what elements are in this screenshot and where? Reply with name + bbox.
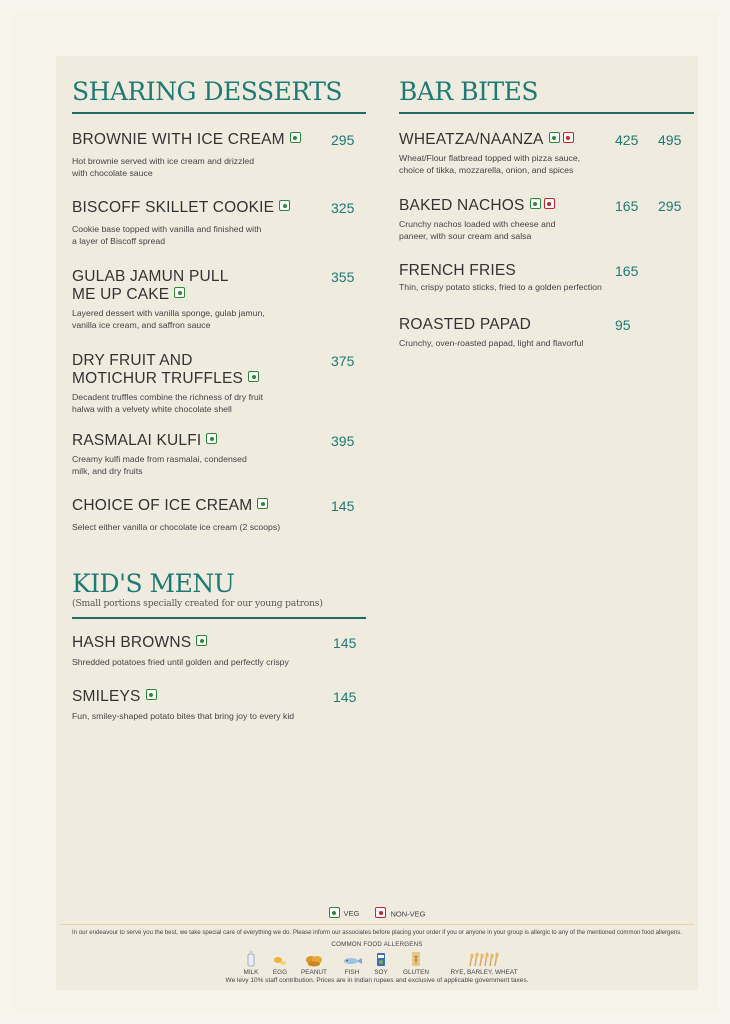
page-border bbox=[12, 12, 718, 1012]
item-desc: Crunchy, oven-roasted papad, light and flavorful bbox=[399, 338, 584, 348]
menu-item bbox=[399, 262, 694, 293]
item-price-nonveg: 295 bbox=[658, 198, 682, 214]
fish-icon bbox=[342, 950, 362, 967]
section-subtitle: (Small portions specially created for our young patrons) bbox=[72, 598, 323, 609]
allergen-egg: EGG bbox=[269, 950, 291, 976]
gluten-icon bbox=[410, 950, 422, 967]
item-name: GULAB JAMUN PULL ME UP CAKE bbox=[72, 268, 229, 303]
sharing-desserts-header bbox=[72, 78, 366, 114]
veg-icon bbox=[530, 198, 541, 209]
veg-icon bbox=[206, 433, 217, 444]
peanut-icon bbox=[304, 950, 324, 967]
non-veg-icon bbox=[563, 132, 574, 143]
item-price: 145 bbox=[331, 498, 355, 514]
veg-legend: VEG NON-VEG bbox=[56, 909, 698, 920]
item-name: BAKED NACHOS bbox=[399, 197, 694, 215]
allergen-heading: COMMON FOOD ALLERGENS bbox=[331, 941, 423, 948]
item-name: RASMALAI KULFI bbox=[72, 432, 366, 450]
veg-icon bbox=[257, 498, 268, 509]
menu-item bbox=[72, 199, 366, 247]
section-title: KID'S MENU bbox=[72, 569, 235, 598]
item-name: CHOICE OF ICE CREAM bbox=[72, 497, 366, 515]
allergen-list bbox=[236, 950, 526, 978]
item-name: FRENCH FRIES bbox=[399, 262, 516, 279]
item-name: BROWNIE WITH ICE CREAM bbox=[72, 131, 366, 149]
grain-icon bbox=[466, 950, 502, 967]
veg-icon bbox=[549, 132, 560, 143]
menu-item bbox=[399, 197, 694, 242]
non-veg-icon bbox=[544, 198, 555, 209]
tax-note: We levy 10% staff contribution. Prices are in Indian rupees and exclusive of applicable government taxes. bbox=[225, 977, 529, 984]
allergen-soy: SOY bbox=[370, 950, 392, 976]
item-desc: Layered dessert with vanilla sponge, gulab jamun, vanilla ice cream, and saffron sauce bbox=[72, 308, 265, 330]
item-name: HASH BROWNS bbox=[72, 634, 366, 652]
menu-item bbox=[399, 316, 694, 349]
menu-item bbox=[399, 131, 694, 176]
allergen-rye-barley-wheat: RYE, BARLEY, WHEAT bbox=[442, 950, 526, 976]
item-name: SMILEYS bbox=[72, 688, 366, 706]
item-name: ROASTED PAPAD bbox=[399, 316, 532, 333]
veg-icon bbox=[174, 287, 185, 298]
menu-item bbox=[72, 497, 366, 533]
menu-item bbox=[72, 432, 366, 477]
item-desc: Select either vanilla or chocolate ice cream (2 scoops) bbox=[72, 522, 281, 532]
egg-icon bbox=[272, 950, 288, 967]
section-rule bbox=[72, 617, 366, 619]
veg-icon bbox=[146, 689, 157, 700]
menu-item bbox=[72, 268, 366, 331]
item-price: 145 bbox=[333, 635, 357, 651]
allergen-milk: MILK bbox=[238, 950, 264, 976]
item-desc: Wheat/Flour flatbread topped with pizza sauce, choice of tikka, mozzarella, onion, and spices bbox=[399, 153, 581, 175]
section-title: SHARING DESSERTS bbox=[72, 77, 343, 106]
item-price: 375 bbox=[331, 353, 355, 369]
item-price: 395 bbox=[331, 433, 355, 449]
item-price: 95 bbox=[615, 317, 631, 333]
menu-item bbox=[72, 634, 366, 668]
item-price-veg: 165 bbox=[615, 198, 639, 214]
item-name: DRY FRUIT AND MOTICHUR TRUFFLES bbox=[72, 352, 366, 388]
item-price-nonveg: 495 bbox=[658, 132, 682, 148]
non-veg-icon bbox=[375, 907, 386, 918]
allergen-fish: FISH bbox=[340, 950, 364, 976]
item-price: 325 bbox=[331, 200, 355, 216]
veg-icon bbox=[329, 907, 340, 918]
section-title: BAR BITES bbox=[399, 77, 538, 106]
item-desc: Decadent truffles combine the richness of dry fruit halwa with a velvety white chocolate shell bbox=[72, 392, 264, 414]
veg-icon bbox=[279, 200, 290, 211]
allergen-peanut: PEANUT bbox=[298, 950, 330, 976]
milk-icon bbox=[246, 950, 256, 967]
menu-sheet bbox=[56, 56, 698, 990]
kids-menu-header bbox=[72, 570, 366, 619]
menu-item bbox=[72, 352, 366, 415]
item-desc: Thin, crispy potato sticks, fried to a golden perfection bbox=[399, 282, 602, 292]
section-rule bbox=[72, 112, 366, 114]
soy-icon bbox=[375, 950, 387, 967]
item-price: 355 bbox=[331, 269, 355, 285]
item-price: 295 bbox=[331, 132, 355, 148]
menu-item bbox=[72, 688, 366, 722]
item-desc: Creamy kulfi made from rasmalai, condensed milk, and dry fruits bbox=[72, 454, 247, 476]
item-name: WHEATZA/NAANZA bbox=[399, 131, 694, 149]
veg-icon bbox=[196, 635, 207, 646]
item-desc: Fun, smiley-shaped potato bites that bring joy to every kid bbox=[72, 711, 295, 721]
item-desc: Hot brownie served with ice cream and drizzled with chocolate sauce bbox=[72, 156, 255, 178]
item-desc: Shredded potatoes fried until golden and perfectly crispy bbox=[72, 657, 289, 667]
allergen-gluten: GLUTEN bbox=[400, 950, 432, 976]
item-desc: Crunchy nachos loaded with cheese and paneer, with sour cream and salsa bbox=[399, 219, 556, 241]
item-price: 145 bbox=[333, 689, 357, 705]
veg-icon bbox=[290, 132, 301, 143]
item-price-veg: 425 bbox=[615, 132, 639, 148]
item-price: 165 bbox=[615, 263, 639, 279]
bar-bites-header bbox=[399, 78, 694, 114]
section-rule bbox=[399, 112, 694, 114]
footer-divider bbox=[60, 924, 694, 925]
item-name: BISCOFF SKILLET COOKIE bbox=[72, 199, 366, 217]
veg-icon bbox=[248, 371, 259, 382]
item-desc: Cookie base topped with vanilla and finished with a layer of Biscoff spread bbox=[72, 224, 262, 246]
menu-item bbox=[72, 131, 366, 179]
allergy-notice: In our endeavour to serve you the best, we take special care of everything we do. Please inform our associates before placing your order if you or anyone in your group is allergic to any of the mentioned common food allergens. bbox=[71, 929, 683, 936]
